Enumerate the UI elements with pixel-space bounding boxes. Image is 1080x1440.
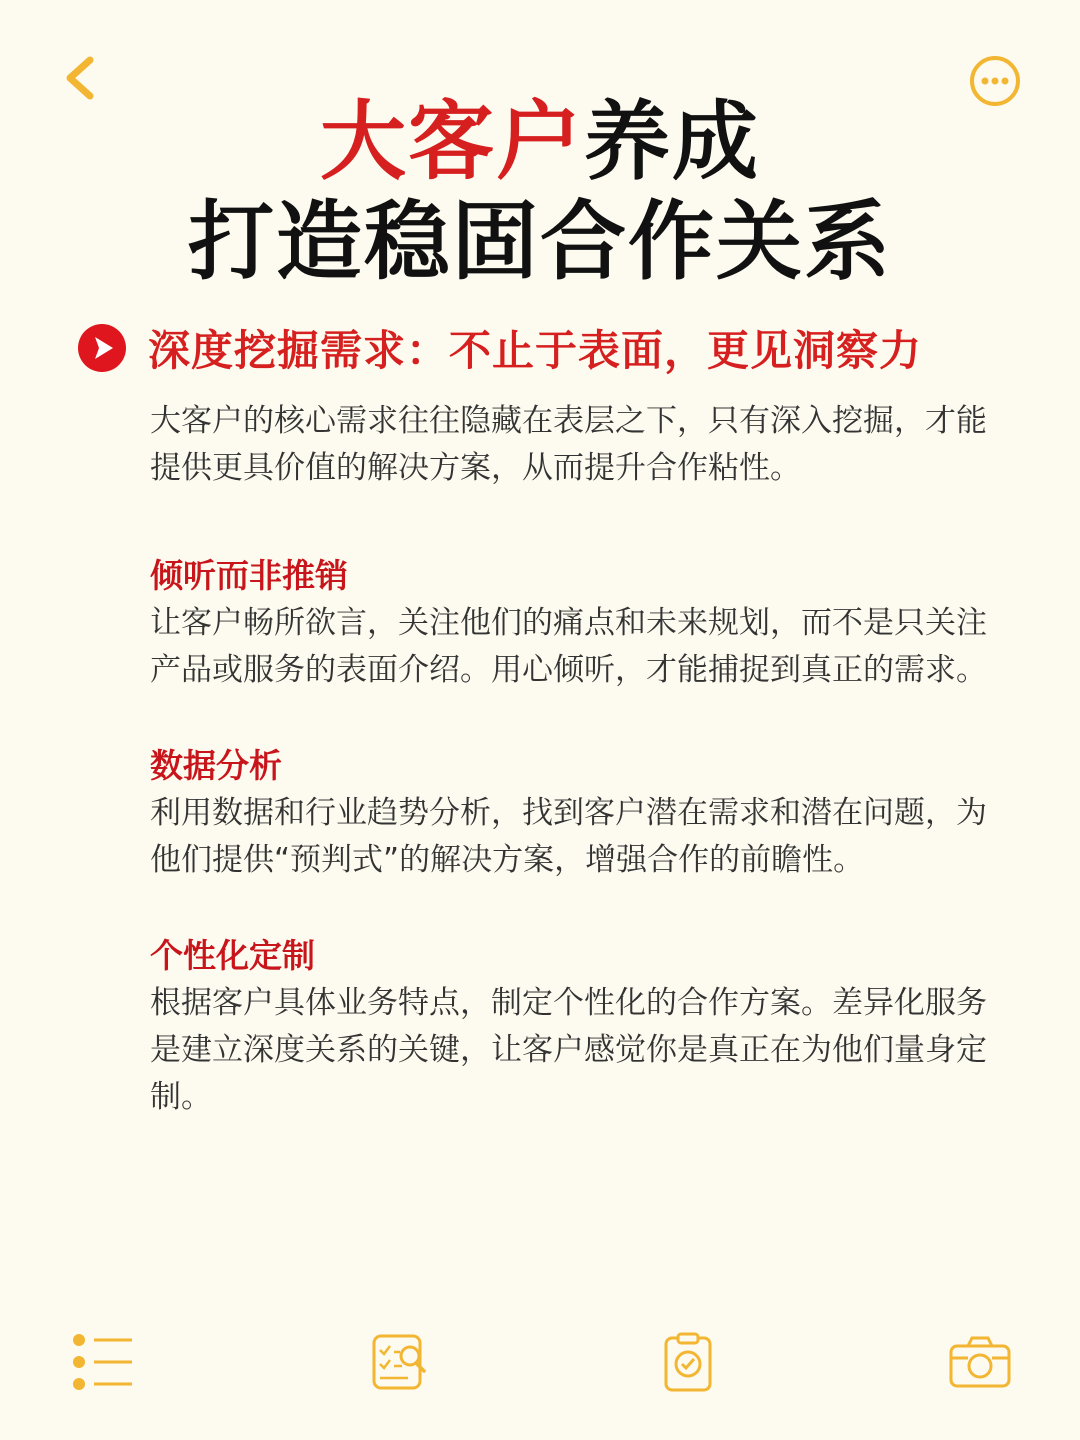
bottom-toolbar (0, 1330, 1080, 1410)
title-line-2: 打造稳固合作关系 (188, 192, 892, 292)
tab-clipboard[interactable] (656, 1330, 720, 1394)
tab-checklist[interactable] (368, 1330, 432, 1394)
camera-icon (948, 1330, 1012, 1394)
tab-camera[interactable] (948, 1330, 1012, 1394)
clipboard-check-icon (656, 1330, 720, 1394)
article-content (150, 398, 990, 1169)
tip-block-listening (150, 552, 990, 694)
tip-block-data (150, 742, 990, 884)
title-highlight: 大客户 (320, 92, 584, 192)
list-icon (72, 1330, 136, 1394)
tip-block-custom (150, 932, 990, 1121)
section-heading (78, 318, 922, 378)
tip-title: 个性化定制 (150, 936, 315, 975)
tab-list[interactable] (72, 1330, 136, 1394)
title-line-1 (0, 92, 1080, 192)
tip-text: 利用数据和行业趋势分析，找到客户潜在需求和潜在问题，为他们提供“预判式”的解决方案，增强合作的前瞻性。 (150, 795, 987, 878)
checklist-search-icon (368, 1330, 432, 1394)
intro-paragraph: 大客户的核心需求往往隐藏在表层之下，只有深入挖掘，才能提供更具价值的解决方案，从而提升合作粘性。 (150, 403, 987, 486)
tip-text: 根据客户具体业务特点，制定个性化的合作方案。差异化服务是建立深度关系的关键，让客户感觉你是真正在为他们量身定制。 (150, 985, 987, 1115)
title-rest: 养成 (584, 92, 760, 192)
section-heading-text: 深度挖掘需求：不止于表面，更见洞察力 (148, 326, 923, 375)
tip-title: 数据分析 (150, 746, 282, 785)
play-circle-icon (78, 324, 126, 372)
page-title (0, 92, 1080, 292)
tip-title: 倾听而非推销 (150, 556, 348, 595)
tip-text: 让客户畅所欲言，关注他们的痛点和未来规划，而不是只关注产品或服务的表面介绍。用心倾听，才能捕捉到真正的需求。 (150, 605, 987, 688)
